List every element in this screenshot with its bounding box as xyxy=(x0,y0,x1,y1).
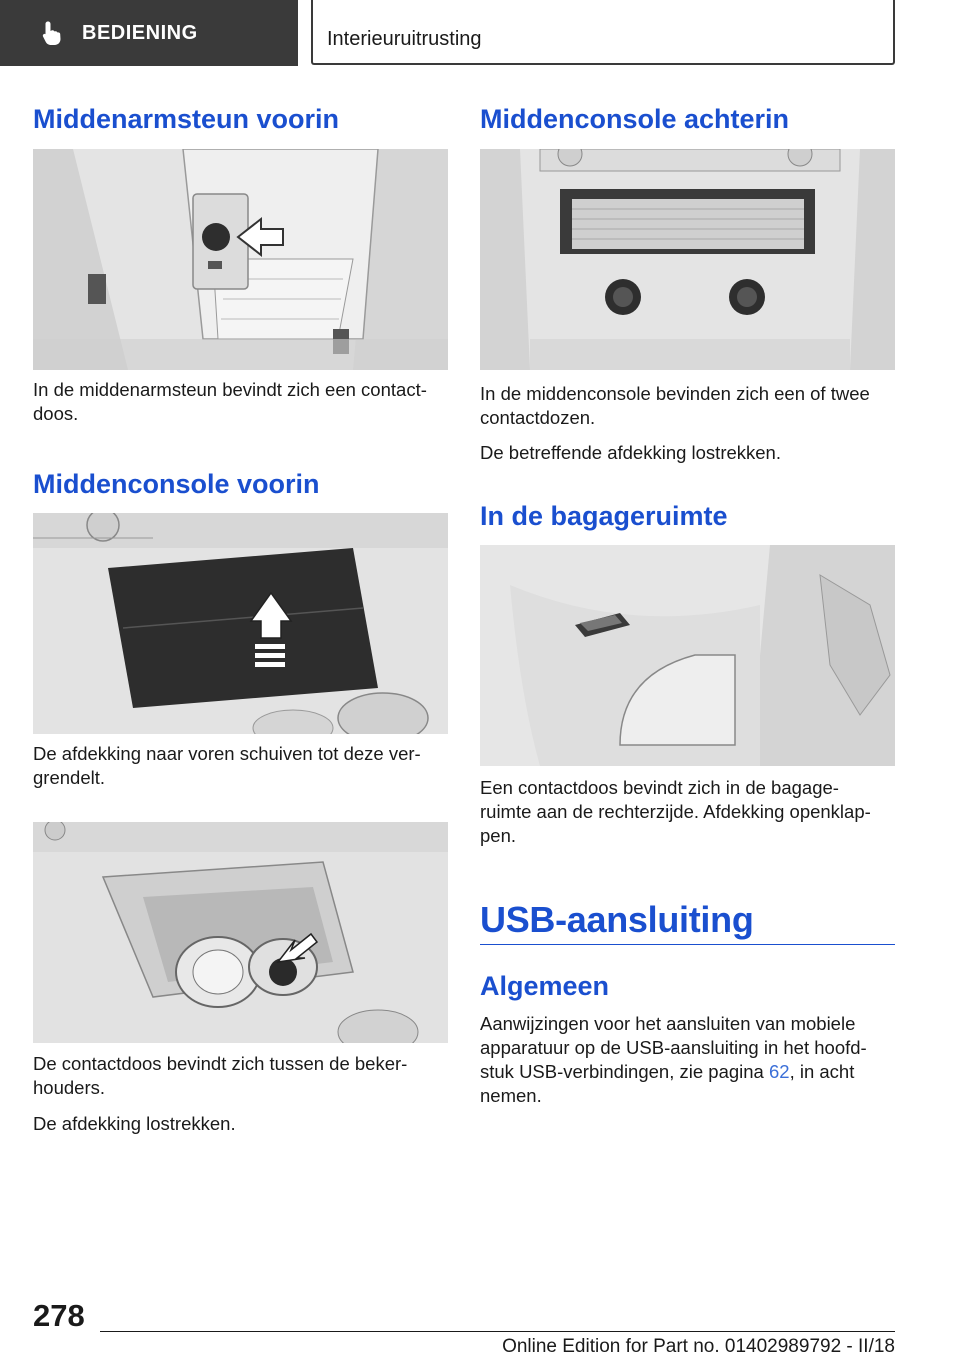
text-usb: Aanwijzingen voor het aansluiten van mobiele apparatuur op de USB-aansluiting in het hoofd- stuk USB-verbindingen, zie pagina 62, in acht nemen. xyxy=(480,1013,867,1106)
subsection-label: Interieuruitrusting xyxy=(327,28,482,50)
text-armrest: In de middenarmsteun bevindt zich een contact- doos. xyxy=(33,379,427,424)
subsection-header xyxy=(311,0,895,65)
heading-general: Algemeen xyxy=(480,971,610,1001)
figure-trunk xyxy=(480,545,895,766)
text-cupholder: De contactdoos bevindt zich tussen de beker- houders. xyxy=(33,1053,408,1098)
heading-usb: USB-aansluiting xyxy=(480,899,754,940)
hand-pointer-icon xyxy=(42,20,64,46)
heading-usb-rule xyxy=(480,944,895,945)
text-cover: De afdekking lostrekken. xyxy=(33,1113,236,1134)
figure-console-front xyxy=(33,513,448,734)
page-number: 278 xyxy=(33,1298,85,1333)
text-cover-rear: De betreffende afdekking lostrekken. xyxy=(480,442,781,463)
footer-rule xyxy=(100,1331,895,1332)
heading-armrest: Middenarmsteun voorin xyxy=(33,104,340,134)
figure-console-rear xyxy=(480,149,895,370)
section-label: BEDIENING xyxy=(82,21,198,44)
page-ref-link[interactable]: 62 xyxy=(768,1061,790,1082)
heading-trunk: In de bagageruimte xyxy=(480,501,728,531)
figure-armrest xyxy=(33,149,448,370)
figure-cupholder xyxy=(33,822,448,1043)
text-trunk: Een contactdoos bevindt zich in de bagage- ruimte aan de rechterzijde. Afdekking openklap- pen. xyxy=(480,777,871,846)
footer-edition: Online Edition for Part no. 01402989792 - II/18 xyxy=(502,1336,895,1357)
text-console-rear: In de middenconsole bevinden zich een of twee contactdozen. xyxy=(480,383,870,428)
text-console-front: De afdekking naar voren schuiven tot deze ver- grendelt. xyxy=(33,743,421,788)
section-tab[interactable] xyxy=(0,0,298,66)
heading-console-rear: Middenconsole achterin xyxy=(480,104,790,134)
heading-console-front: Middenconsole voorin xyxy=(33,469,320,499)
